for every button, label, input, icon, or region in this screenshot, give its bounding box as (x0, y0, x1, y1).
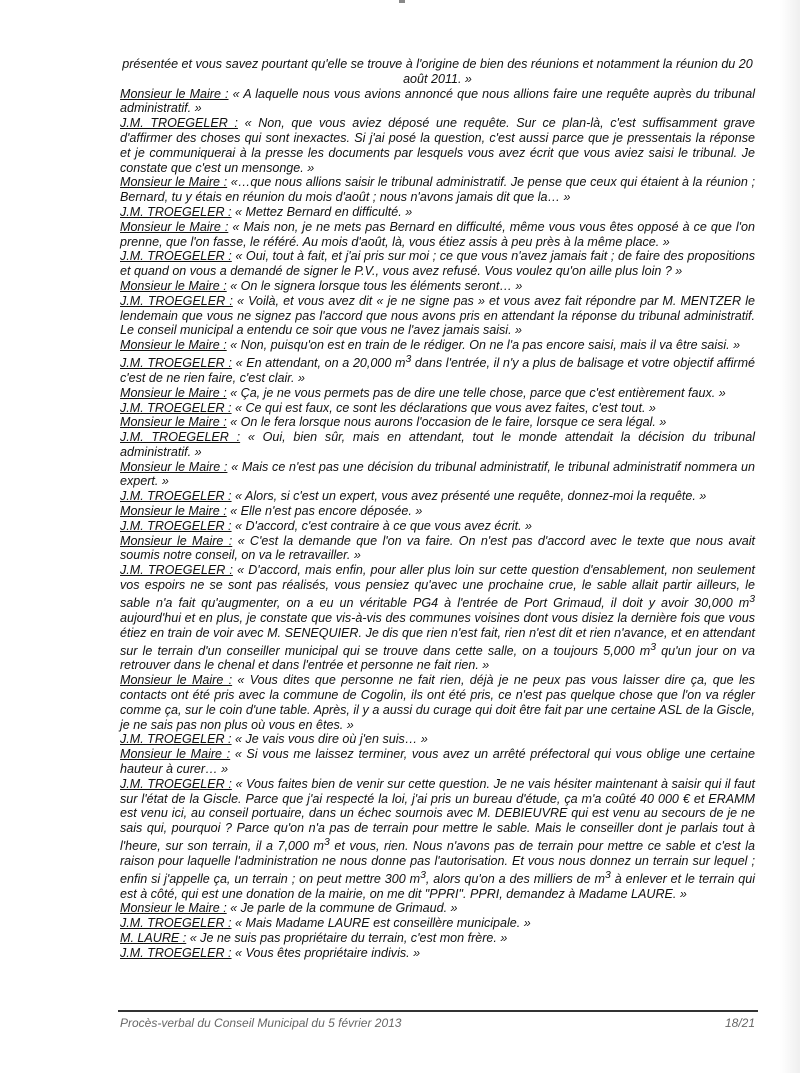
speech-text: « Mais Madame LAURE est conseillère municipale. » (231, 916, 531, 931)
speaker-name: J.M. TROEGELER : (120, 293, 233, 308)
speaker-name: Monsieur le Maire : (120, 504, 227, 519)
speech-text: « On le fera lorsque nous aurons l'occasion de le faire, lorsque ce sera légal. » (226, 415, 667, 430)
transcript-paragraph (120, 777, 755, 902)
transcript-paragraph (120, 673, 755, 732)
speech-text: « Mais non, je ne mets pas Bernard en difficulté, même vous vous êtes opposé à ce que l'on prenne, que l'on fasse, le référé. Au mois d'août, là, vous étiez assis à peu près à la même place. » (120, 219, 755, 249)
speaker-name: J.M. TROEGELER : (120, 776, 232, 791)
speaker-name: Monsieur le Maire : (120, 86, 229, 101)
speaker-name: Monsieur le Maire : (120, 278, 227, 293)
transcript-paragraph (120, 916, 755, 931)
transcript-paragraph (120, 57, 755, 87)
speaker-name: Monsieur le Maire : (120, 338, 227, 353)
speaker-name: Monsieur le Maire : (120, 385, 227, 400)
speaker-name: J.M. TROEGELER : (120, 489, 232, 504)
speaker-name: J.M. TROEGELER : (120, 916, 232, 931)
speech-text: « D'accord, c'est contraire à ce que vous avez écrit. » (231, 518, 533, 533)
transcript-paragraph (120, 460, 755, 490)
transcript-paragraph (120, 220, 755, 250)
transcript-paragraph (120, 519, 755, 534)
speech-text: « Vous êtes propriétaire indivis. » (231, 945, 421, 960)
transcript-paragraph (120, 353, 755, 386)
footer-title: Procès-verbal du Conseil Municipal du 5 février 2013 (120, 1016, 402, 1030)
speech-text: « D'accord, mais enfin, pour aller plus loin sur cette question d'ensablement, non seulement vos espoirs ne se sont pas réalisés, vous pensiez qu'avec une prochaine crue, le sable allait partir ailleurs, le sable n'a fait qu'augmenter, on a eu un véritable PG4 à l'entrée de Port Grimaud, il doit y avoir 30,000 $m^3$ aujourd'hui et en plus, je constate que vis-à-vis des communes voisines dont vous disiez la dernière fois que vous étiez en train de voir avec M. SENEQUIER. Je dis que rien n'est fait, rien n'est dit et rien n'avance, et en attendant sur le terrain d'un conseiller municipal qui se trouve dans cette salle, on a toujours 5,000 $m^3$ qu'un jour on va retrouver dans le chenal et dans l'entrée et personne ne fait rien. » (120, 563, 756, 673)
speaker-name: Monsieur le Maire : (120, 415, 227, 430)
speech-text: « Voilà, et vous avez dit « je ne signe pas » et vous avez fait répondre par M. MENTZER le lendemain que vous ne signez pas l'accord que nous avons pris en attendant la réponse du tribunal administratif. Le conseil municipal a entendu ce soir que vous ne l'avez jamais saisi. » (120, 293, 756, 338)
speech-text: « Ce qui est faux, ce sont les déclarations que vous avez faites, c'est tout. » (231, 400, 656, 415)
transcript-paragraph (120, 901, 755, 916)
transcript-paragraph (120, 87, 755, 117)
speaker-name: J.M. TROEGELER : (120, 518, 232, 533)
speaker-name: J.M. TROEGELER : (120, 116, 238, 131)
transcript-paragraph (120, 430, 755, 460)
speaker-name: Monsieur le Maire : (120, 219, 229, 234)
transcript-paragraph (120, 504, 755, 519)
speech-text: « Je parle de la commune de Grimaud. » (226, 901, 458, 916)
transcript-paragraph (120, 732, 755, 747)
transcript-paragraph (120, 205, 755, 220)
speaker-name: J.M. TROEGELER : (120, 400, 232, 415)
scan-mark (399, 0, 405, 3)
speaker-name: J.M. TROEGELER : (120, 356, 232, 371)
speaker-name: Monsieur le Maire : (120, 459, 228, 474)
speaker-name: Monsieur le Maire : (120, 533, 233, 548)
speech-text: « Oui, bien sûr, mais en attendant, tout le monde attendait la décision du tribunal administratif. » (120, 430, 755, 459)
speech-text: «…que nous allions saisir le tribunal administratif. Je pense que ceux qui étaient à la réunion ; Bernard, tu y étais en réunion du mois d'août ; nous n'avons jamais dit que la… » (120, 175, 755, 205)
speaker-name: Monsieur le Maire : (120, 901, 227, 916)
page-edge-shadow (780, 0, 800, 1073)
speech-text: « Alors, si c'est un expert, vous avez présenté une requête, donnez-moi la requête. » (231, 489, 707, 504)
speech-text: « Mais ce n'est pas une décision du tribunal administratif, le tribunal administratif nommera un expert. » (120, 459, 755, 489)
speaker-name: M. LAURE : (120, 931, 187, 946)
speaker-name: J.M. TROEGELER : (120, 204, 232, 219)
speaker-name: Monsieur le Maire : (120, 747, 231, 762)
speaker-name: J.M. TROEGELER : (120, 563, 233, 578)
speech-text: « Oui, tout à fait, et j'ai pris sur moi ; ce que vous n'avez jamais fait ; de faire des propositions et quand on vous a demandé de signer le P.V., vous avez refusé. Vous voulez qu'on aille plus loin ? » (120, 249, 755, 279)
transcript-paragraph (120, 294, 755, 338)
transcript-body (120, 57, 755, 961)
speech-text: « On le signera lorsque tous les éléments seront… » (226, 278, 523, 293)
speech-text: présentée et vous savez pourtant qu'elle se trouve à l'origine de bien des réunions et notamment la réunion du 20 août 2011. » (122, 57, 753, 86)
speech-text: « En attendant, on a 20,000 $m^3$ dans l'entrée, il n'y a plus de balisage et votre objectif affirmé c'est de ne rien faire, c'est clair. » (120, 353, 755, 385)
footer-divider (118, 1010, 758, 1012)
transcript-paragraph (120, 534, 755, 564)
speech-text: « Vous dites que personne ne fait rien, déjà je ne peux pas vous laisser dire ça, que les contacts ont été pris avec la commune de Cogolin, ils ont été pris, ce n'est pas quelque chose que l'on va régler comme ça, sur le coin d'une table. Après, il y a aussi du curage qui doit être fait par une certaine ASL de la Giscle, je ne sais pas non plus où vous en êtes. » (120, 673, 755, 732)
transcript-paragraph (120, 175, 755, 205)
speech-text: « Vous faites bien de venir sur cette question. Je ne vais hésiter maintenant à saisir qui il faut sur l'état de la Giscle. Parce que j'ai respecté la loi, j'ai pris un bureau d'étude, ça m'a coûté 40 000 € et ERAMM est venu ici, au conseil portuaire, dans un échec sournois avec M. DEBIEUVRE qui est venu au secours de je ne sais qui, pourquoi ? Parce qu'on n'a pas de terrain pour mettre le sable. Mais le conseiller dont je parlais tout à l'heure, sur son terrain, il a 7,000 $m^3$ et vous, rien. Nous n'avons pas de terrain pour mettre ce sable et c'est la raison pour laquelle l'administration ne nous donne pas l'autorisation. Et vous nous donnez un terrain sur lequel ; enfin si j'appelle ça, un terrain ; on peut mettre 300 $m^3$, alors qu'on a des milliers de $m^3$ à enlever et le terrain qui est à côté, qui est une donation de la mairie, on me dit "PPRI". PPRI, demandez à Madame LAURE. » (120, 776, 755, 901)
speech-text: « Mettez Bernard en difficulté. » (231, 204, 413, 219)
transcript-paragraph (120, 249, 755, 279)
speech-text: « Elle n'est pas encore déposée. » (226, 504, 423, 519)
speech-text: « C'est la demande que l'on va faire. On n'est pas d'accord avec le texte que nous avait soumis notre conseil, on va le retravailler. » (120, 533, 756, 563)
speaker-name: Monsieur le Maire : (120, 673, 233, 688)
transcript-paragraph (120, 747, 755, 777)
transcript-paragraph (120, 401, 755, 416)
transcript-paragraph (120, 338, 755, 353)
page-number: 18/21 (724, 1016, 755, 1030)
transcript-paragraph (120, 415, 755, 430)
transcript-paragraph (120, 116, 755, 175)
transcript-paragraph (120, 489, 755, 504)
transcript-paragraph (120, 946, 755, 961)
speaker-name: J.M. TROEGELER : (120, 249, 232, 264)
speech-text: « A laquelle nous vous avions annoncé que nous allions faire une requête auprès du tribunal administratif. » (120, 86, 756, 116)
speech-text: « Non, que vous aviez déposé une requête. Sur ce plan-là, c'est suffisamment grave d'affirmer des choses qui sont inexactes. Si j'ai posé la question, c'est aussi parce que je pressentais la réponse et je communiquerai à la presse les documents par lesquels vous avez écrit que vous aviez saisi le tribunal. Je constate que c'est un mensonge. » (120, 116, 755, 175)
transcript-paragraph (120, 279, 755, 294)
speech-text: « Ça, je ne vous permets pas de dire une telle chose, parce que c'est entièrement faux. » (226, 385, 726, 400)
speaker-name: J.M. TROEGELER : (120, 945, 232, 960)
speech-text: « Je ne suis pas propriétaire du terrain, c'est mon frère. » (186, 931, 508, 946)
transcript-paragraph (120, 931, 755, 946)
transcript-paragraph (120, 563, 755, 673)
speech-text: « Non, puisqu'on est en train de le rédiger. On ne l'a pas encore saisi, mais il va être saisi. » (226, 338, 741, 353)
speaker-name: J.M. TROEGELER : (120, 430, 241, 445)
speaker-name: J.M. TROEGELER : (120, 732, 232, 747)
speech-text: « Si vous me laissez terminer, vous avez un arrêté préfectoral qui vous oblige une certaine hauteur à curer… » (120, 747, 756, 776)
speech-text: « Je vais vous dire où j'en suis… » (231, 732, 428, 747)
transcript-paragraph (120, 386, 755, 401)
speaker-name: Monsieur le Maire : (120, 175, 228, 190)
